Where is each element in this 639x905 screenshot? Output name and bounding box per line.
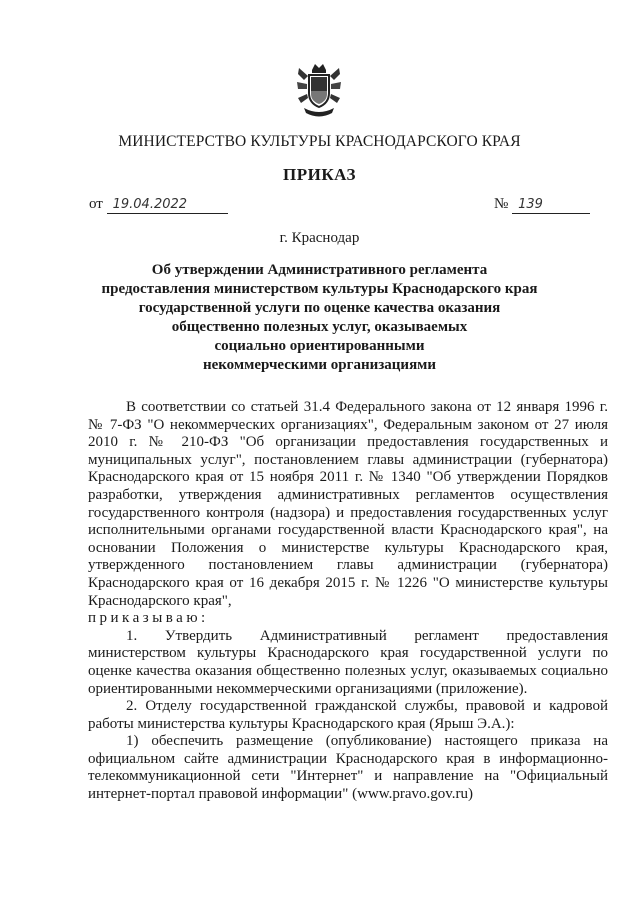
city-line: г. Краснодар (279, 230, 360, 246)
title-line: общественно полезных услуг, оказываемых (171, 319, 468, 335)
clause-2-1-paragraph: 1) обеспечить размещение (опубликование) настоящего приказа на официальном сайте администрации Краснодарского края в информационно-телекоммуникационной сети "Интернет" и направление на "Официальный интернет-портал правовой информации" (www.pravo.gov.ru) (88, 733, 608, 803)
title-line: некоммерческими организациями (202, 357, 437, 373)
order-type-heading: ПРИКАЗ (283, 165, 356, 184)
ministry-name: МИНИСТЕРСТВО КУЛЬТУРЫ КРАСНОДАРСКОГО КРАЯ (118, 133, 521, 150)
number-prefix: № (494, 196, 509, 212)
number-handwritten: 139 (512, 197, 590, 214)
clause-1-paragraph: 1. Утвердить Административный регламент предоставления министерством культуры Краснодарского края государственной услуги по оценке качества оказания общественно полезных услуг, оказываемых социально ориентированными некоммерческими организациями (приложение). (88, 627, 608, 697)
date-handwritten: 19.04.2022 (107, 197, 228, 214)
date-prefix: от (89, 196, 103, 212)
document-title (80, 261, 559, 375)
krasnodar-coat-of-arms-icon (296, 60, 342, 120)
clause-2-paragraph: 2. Отделу государственной гражданской службы, правовой и кадровой работы министерства культуры Краснодарского края (Ярыш Э.А.): (88, 698, 608, 732)
title-line: предоставления министерством культуры Краснодарского края (101, 281, 538, 297)
order-date (89, 196, 228, 214)
title-line: социально ориентированными (214, 338, 425, 354)
order-number (494, 196, 590, 214)
title-line: Об утверждении Административного регламента (151, 262, 488, 278)
preamble-paragraph: В соответствии со статьей 31.4 Федерального закона от 12 января 1996 г. № 7-ФЗ "О некоммерческих организациях", Федеральным законом от 27 июля 2010 г. № 210-ФЗ "Об организации предоставления государственных и муниципальных услуг", постановлением главы администрации (губернатора) Краснодарского края от 15 ноября 2011 г. № 1340 "Об утверждении Порядков разработки, утверждения административных регламентов осуществления государственного контроля (надзора) и предоставления государственных услуг исполнительными органами государственной власти Краснодарского края", на основании Положения о министерстве культуры Краснодарского края, утвержденного постановлением главы администрации (губернатора) Краснодарского края от 16 декабря 2015 г. № 1226 "О министерстве культуры Краснодарского края", (88, 399, 608, 609)
orders-word: приказываю: (88, 610, 209, 627)
document-body (88, 399, 608, 804)
title-line: государственной услуги по оценке качества оказания (138, 300, 501, 316)
